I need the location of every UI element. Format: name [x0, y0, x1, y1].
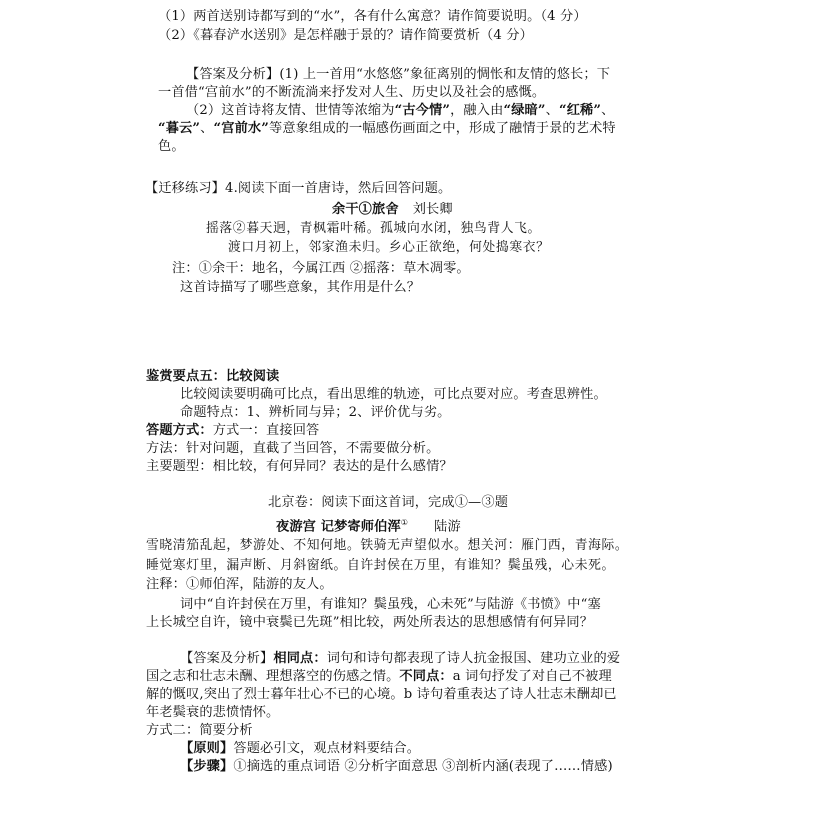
keyword-hongxi: “红稀” — [558, 103, 602, 118]
practice-intro: 【迁移练习】4.阅读下面一首唐诗，然后回答问题。 — [145, 181, 452, 196]
section-paragraph-1: 比较阅读要明确可比点，看出思维的轨迹，可比点要对应。考查思辨性。 — [180, 387, 607, 402]
answer-method-text: 方式一：直接回答 — [212, 423, 320, 438]
keyword-gongqianshui: “宫前水” — [213, 121, 269, 136]
keyword-lvan: “绿暗” — [503, 103, 546, 118]
poem-line-2: 渡口月初上，邻家渔未归。乡心正欲绝，何处捣寒衣？ — [228, 240, 550, 255]
answer-1-line-3 — [186, 102, 614, 120]
answer-1-line-4-text: 等意象组成的一幅感伤画面之中，形成了融情于景的艺术特 — [268, 121, 616, 136]
ci-title: 夜游宫 记梦寄师伯浑 — [276, 519, 401, 535]
steps-text: ①摘选的重点词语 ②分析字面意思 ③剖析内涵(表现了……情感) — [233, 759, 613, 774]
practice-question: 这首诗描写了哪些意象，其作用是什么？ — [180, 280, 421, 295]
question-type-line: 主要题型：相比较，有何异同？表达的是什么感情？ — [146, 459, 453, 474]
answer-2-line-2-text: 国之志和壮志未酬、理想落空的伤感之情。 — [146, 669, 400, 684]
method-2-title: 方式二：简要分析 — [146, 723, 253, 738]
principle-label: 【原则】 — [180, 741, 234, 756]
steps-label: 【步骤】 — [180, 759, 234, 774]
section-heading: 鉴赏要点五：比较阅读 — [146, 369, 280, 384]
separator: 、 — [200, 121, 214, 136]
answer-2-line-1 — [180, 650, 620, 668]
answer-2-line-3: 解的慨叹,突出了烈士暮年壮心不已的心境。b 诗句着重表达了诗人壮志未酬却已 — [146, 687, 617, 702]
answer-1-line-5: 色。 — [158, 139, 185, 154]
separator: 、 — [545, 103, 559, 118]
answer-1-line-3-text: （2）这首诗将友情、世情等浓缩为 — [186, 103, 395, 118]
answer-2-line-2 — [146, 668, 612, 686]
comparison-question-1: 词中“自许封侯在万里，有谁知？鬓虽残，心未死”与陆游《书愤》中“塞 — [180, 597, 601, 612]
answer-1-line-4 — [158, 120, 616, 138]
poem-line-1: 摇落②暮天迥，青枫霜叶稀。孤城向水闭，独鸟背人飞。 — [206, 221, 541, 236]
principle-text: 答题必引文，观点材料要结合。 — [233, 741, 421, 756]
beijing-header: 北京卷：阅读下面这首词，完成①—③题 — [268, 495, 509, 510]
poem-author: 刘长卿 — [412, 202, 453, 217]
poem-note: 注：①余干：地名，今属江西 ②摇落：草木凋零。 — [172, 261, 470, 276]
comparison-question-2: 上长城空自许，镜中衰鬓已先斑”相比较，两处所表达的思想感情有何异同？ — [146, 615, 594, 630]
same-label: 相同点： — [273, 651, 327, 666]
poem-heading — [332, 201, 453, 219]
ci-heading — [276, 514, 461, 536]
ci-author: 陆游 — [434, 519, 461, 535]
answer-2-line-4: 年老鬓衰的悲愤情怀。 — [146, 705, 280, 720]
answer-method — [146, 422, 319, 440]
separator: 、 — [601, 103, 615, 118]
ci-note: 注释：①师伯浑，陆游的友人。 — [146, 577, 333, 592]
diff-label: 不同点： — [399, 669, 453, 684]
ci-line-2: 睡觉寒灯里，漏声断、月斜窗纸。自许封侯在万里，有谁知？鬓虽残，心未死。 — [146, 558, 615, 573]
answer-1-line-3-mid: ，融入由 — [450, 103, 504, 118]
ci-line-1: 雪晓清笳乱起，梦游处、不知何地。铁骑无声望似水。想关河：雁门西，青海际。 — [146, 538, 629, 553]
steps-line — [180, 758, 613, 776]
answer-1-line-1: 【答案及分析】(1) 上一首用“水悠悠”象征离别的惆怅和友情的悠长；下 — [186, 67, 611, 82]
principle-line — [180, 740, 420, 758]
keyword-gujin: “古今情” — [394, 103, 451, 118]
poem-title: 余干①旅舍 — [332, 202, 399, 217]
answer-2-label: 【答案及分析】 — [180, 651, 274, 666]
keyword-muyun: “暮云” — [158, 121, 201, 136]
answer-2-line-1-text: 词句和诗句都表现了诗人抗金报国、建功立业的爱 — [326, 651, 621, 666]
question-1: （1）两首送别诗都写到的“水”，各有什么寓意？请作简要说明。（4 分） — [158, 9, 587, 24]
question-2: （2）《暮春浐水送别》是怎样融于景的？请作简要赏析（4 分） — [158, 28, 533, 43]
footnote-marker: ① — [400, 518, 409, 527]
answer-2-line-2-post: a 词句抒发了对自己不被理 — [452, 669, 612, 684]
section-paragraph-2: 命题特点：1、辨析同与异；2、评价优与劣。 — [180, 405, 451, 420]
approach-line: 方法：针对问题，直截了当回答，不需要做分析。 — [146, 441, 440, 456]
answer-method-label: 答题方式： — [146, 423, 213, 438]
answer-1-line-2: 一首借“宫前水”的不断流淌来抒发对人生、历史以及社会的感慨。 — [158, 85, 546, 100]
